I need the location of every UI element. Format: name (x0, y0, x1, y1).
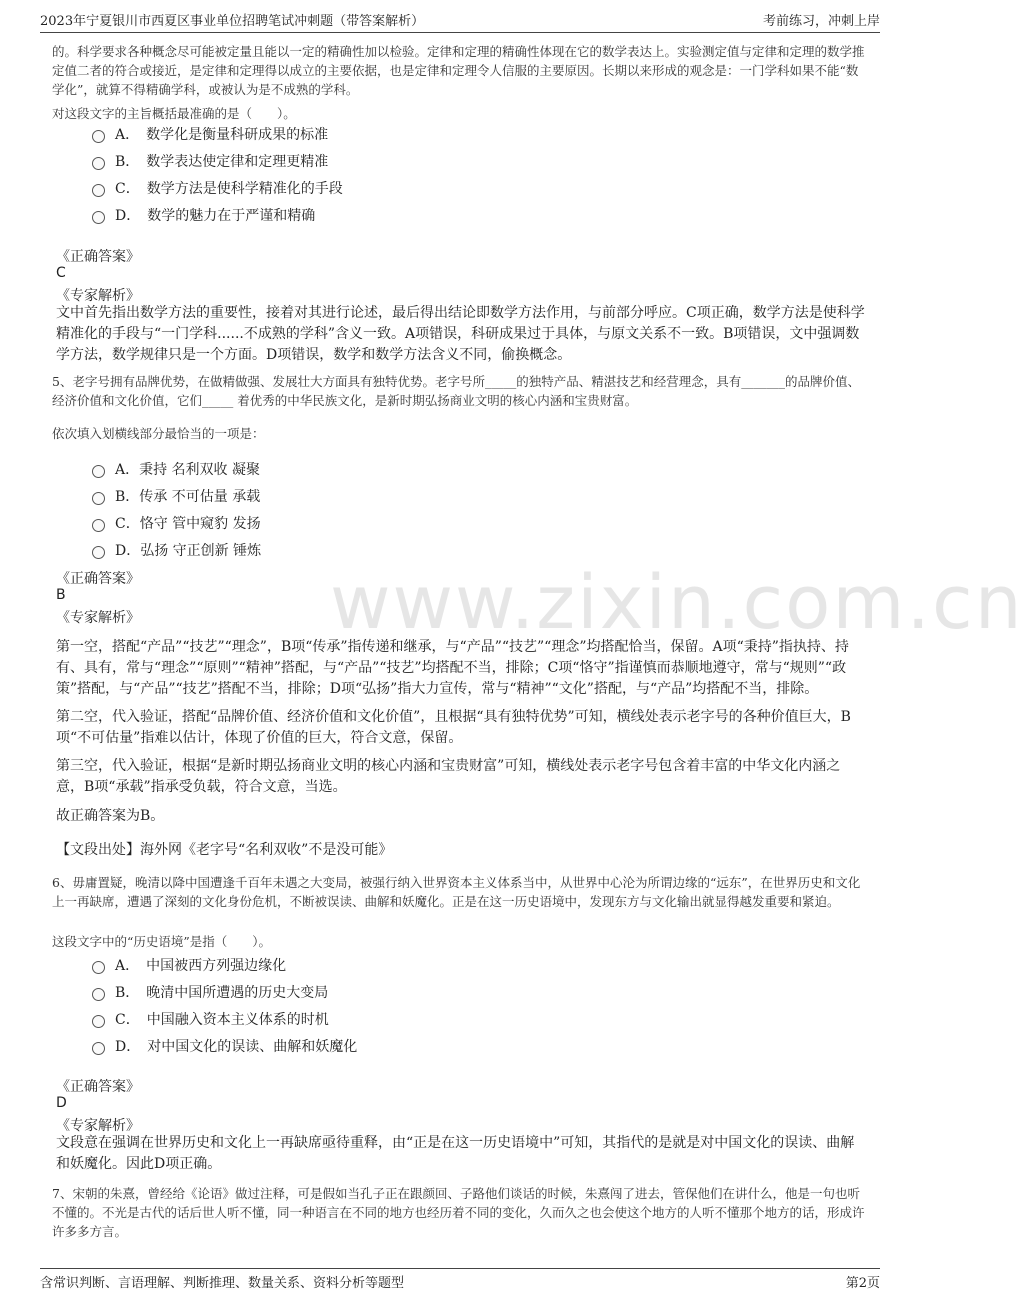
page-header (40, 10, 880, 33)
radio-icon[interactable] (92, 211, 105, 224)
radio-icon[interactable] (92, 988, 105, 1001)
radio-icon[interactable] (92, 519, 105, 532)
radio-icon[interactable] (92, 465, 105, 478)
q5-option-d[interactable]: D．弘扬 守正创新 锤炼 (92, 540, 261, 560)
radio-icon[interactable] (92, 961, 105, 974)
q4-answer-label: 《正确答案》 (56, 249, 140, 265)
q4-answer: C (56, 265, 66, 281)
header-slogan: 考前练习，冲刺上岸 (762, 14, 880, 29)
q5-analysis-para1: 第一空，搭配“产品”“技艺”“理念”，B项“传承”指传递和继承，与“产品”“技艺”“理念”均搭配恰当，保留。A项“秉持”指执持、持有、具有，常与“理念”“原则”“精神”搭配，与“产品”“技艺”均搭配不当，排除；C项“恪守”指谨慎而恭顺地遵守，常与“规则”“政策”搭配，与“产品”“技艺”搭配不当，排除；D项“弘扬”指大力宣传，常与“精神”“文化”搭配，与“产品”均搭配不当，排除。 (56, 639, 849, 697)
q6-option-b[interactable]: B． 晚清中国所遭遇的历史大变局 (92, 982, 328, 1002)
q5-stem: 依次填入划横线部分最恰当的一项是： (52, 426, 265, 441)
q5-analysis-label: 《专家解析》 (56, 610, 140, 626)
q5-analysis-para3: 第三空，代入验证，根据“是新时期弘扬商业文明的核心内涵和宝贵财富”可知，横线处表示老字号包含着丰富的中华文化内涵之意，B项“承载”指承受负载，符合文意，当选。 (56, 758, 841, 795)
q5-source: 【文段出处】海外网《老字号“名利双收”不是没可能》 (56, 842, 393, 858)
q5-answer: B (56, 587, 66, 603)
page-footer (40, 1268, 880, 1294)
q5-passage: 5、老字号拥有品牌优势，在做精做强、发展壮大方面具有独特优势。老字号所_____的独特产品、精湛技艺和经营理念，具有_______的品牌价值、经济价值和文化价值，它们_____ 着优秀的中华民族文化，是新时期弘扬商业文明的核心内涵和宝贵财富。 (52, 374, 860, 408)
watermark: www.zixin.com.cn (330, 560, 1024, 646)
radio-icon[interactable] (92, 1015, 105, 1028)
radio-icon[interactable] (92, 492, 105, 505)
document-title: 2023年宁夏银川市西夏区事业单位招聘笔试冲刺题（带答案解析） (40, 14, 425, 29)
q6-option-d[interactable]: D． 对中国文化的误读、曲解和妖魔化 (92, 1036, 357, 1056)
q6-analysis-label: 《专家解析》 (56, 1118, 140, 1134)
q5-option-c[interactable]: C．恪守 管中窥豹 发扬 (92, 513, 261, 533)
q4-passage: 的。科学要求各种概念尽可能被定量且能以一定的精确性加以检验。定律和定理的精确性体现在它的数学表达上。实验测定值与定律和定理的数学推定值二者的符合或接近，是定律和定理得以成立的主要依据，也是定律和定理令人信服的主要原因。长期以来形成的观念是：一门学科如果不能“数学化”，就算不得精确学科，或被认为是不成熟的学科。 (52, 44, 865, 97)
radio-icon[interactable] (92, 546, 105, 559)
radio-icon[interactable] (92, 1042, 105, 1055)
footer-text: 含常识判断、言语理解、判断推理、数量关系、资料分析等题型 (40, 1276, 405, 1291)
q4-analysis: 文中首先指出数学方法的重要性，接着对其进行论述，最后得出结论即数学方法作用，与前部分呼应。C项正确，数学方法是使科学精准化的手段与“一门学科......不成熟的学科”含义一致。A项错误，科研成果过于具体，与原文关系不一致。B项错误，文中强调数学方法，数学规律只是一个方面。D项错误，数学和数学方法含义不同，偷换概念。 (56, 305, 865, 363)
q6-analysis: 文段意在强调在世界历史和文化上一再缺席亟待重释，由“正是在这一历史语境中”可知，其指代的是就是对中国文化的误读、曲解和妖魔化。因此D项正确。 (56, 1135, 855, 1172)
q5-conclusion: 故正确答案为B。 (56, 808, 165, 824)
radio-icon[interactable] (92, 157, 105, 170)
q4-analysis-label: 《专家解析》 (56, 288, 140, 304)
q6-option-c[interactable]: C． 中国融入资本主义体系的时机 (92, 1009, 329, 1029)
q4-option-a[interactable]: A． 数学化是衡量科研成果的标准 (92, 124, 328, 144)
q6-option-a[interactable]: A． 中国被西方列强边缘化 (92, 955, 286, 975)
q4-option-b[interactable]: B． 数学表达使定律和定理更精准 (92, 151, 328, 171)
q6-answer: D (56, 1095, 67, 1111)
q7-passage: 7、宋朝的朱熹，曾经给《论语》做过注释，可是假如当孔子正在跟颜回、子路他们谈话的时候，朱熹闯了进去，管保他们在讲什么，他是一句也听不懂的。不光是古代的话后世人听不懂，同一种语言在不同的地方也经历着不同的变化，久而久之也会使这个地方的人听不懂那个地方的话，形成许许多多方言。 (52, 1186, 865, 1239)
q5-option-a[interactable]: A．秉持 名利双收 凝聚 (92, 459, 260, 479)
q4-option-c[interactable]: C． 数学方法是使科学精准化的手段 (92, 178, 343, 198)
q5-analysis-para2: 第二空，代入验证，搭配“品牌价值、经济价值和文化价值”，且根据“具有独特优势”可知，横线处表示老字号的各种价值巨大，B项“不可估量”指难以估计，体现了价值的巨大，符合文意，保留。 (56, 709, 851, 746)
radio-icon[interactable] (92, 184, 105, 197)
radio-icon[interactable] (92, 130, 105, 143)
q4-stem: 对这段文字的主旨概括最准确的是（ ）。 (52, 106, 296, 121)
q6-passage: 6、毋庸置疑，晚清以降中国遭逢千百年未遇之大变局，被强行纳入世界资本主义体系当中，从世界中心沦为所谓边缘的“远东”，在世界历史和文化上一再缺席，遭遇了深刻的文化身份危机，不断被误读、曲解和妖魔化。正是在这一历史语境中，发现东方与文化输出就显得越发重要和紧迫。 (52, 875, 861, 909)
q4-option-d[interactable]: D． 数学的魅力在于严谨和精确 (92, 205, 315, 225)
q5-option-b[interactable]: B．传承 不可估量 承载 (92, 486, 260, 506)
q5-answer-label: 《正确答案》 (56, 571, 140, 587)
q6-answer-label: 《正确答案》 (56, 1079, 140, 1095)
q6-stem: 这段文字中的“历史语境”是指（ ）。 (52, 934, 272, 949)
page-number: 第2页 (845, 1276, 880, 1291)
